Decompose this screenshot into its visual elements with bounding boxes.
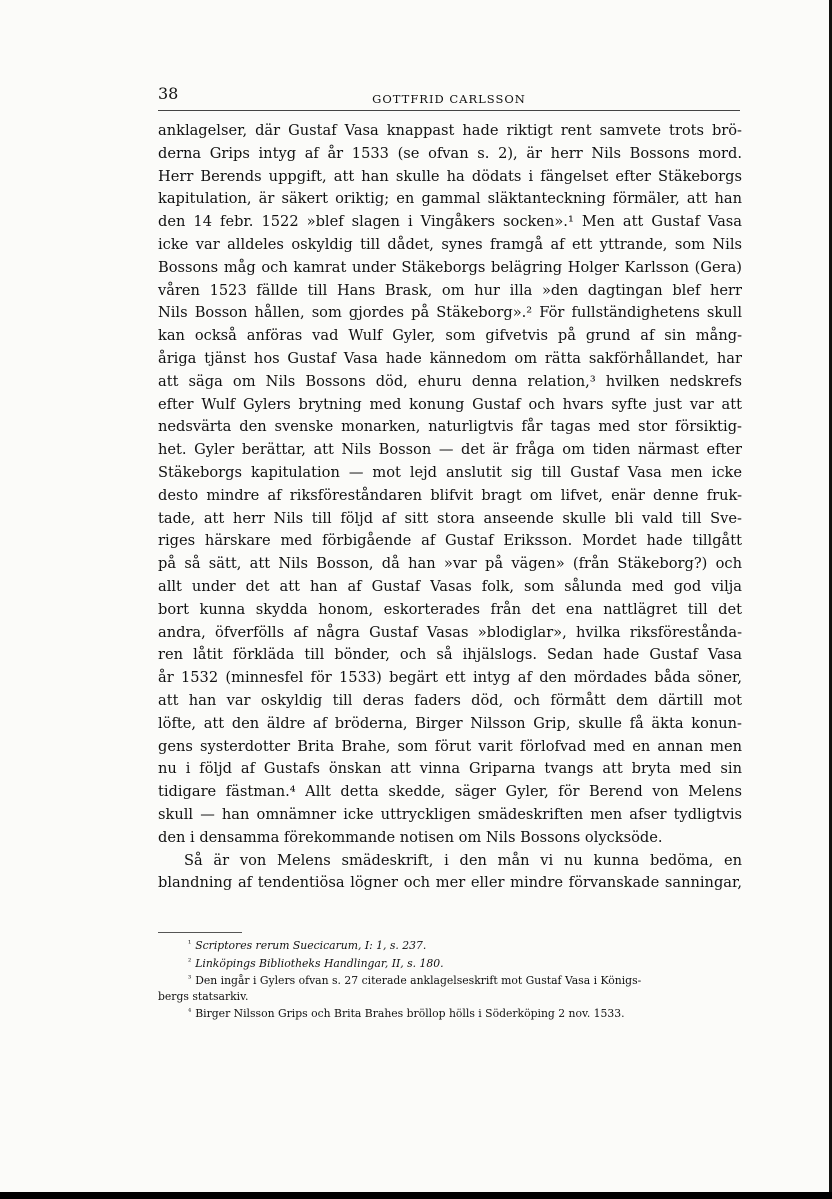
text-line: het. Gyler berättar, att Nils Bosson — det är fråga om tiden närmast efter <box>158 441 742 459</box>
footnote-text: Linköpings Bibliotheks Handlingar, II, s. 180. <box>195 956 444 970</box>
text-line: nu i följd af Gustafs önskan att vinna Griparna tvangs att bryta med sin <box>158 760 742 778</box>
text-line: blandning af tendentiösa lögner och mer eller mindre förvanskade sanningar, <box>158 874 742 892</box>
text-line: andra, öfverfölls af några Gustaf Vasas »blodiglar», hvilka riksförestånda- <box>158 623 742 641</box>
text-line: på så sätt, att Nils Bosson, då han »var på vägen» (från Stäkeborg?) och <box>158 555 742 573</box>
text-line: efter Wulf Gylers brytning med konung Gustaf och hvars syfte just var att <box>158 395 742 413</box>
footnote-2 <box>158 954 742 972</box>
page-number: 38 <box>158 84 179 103</box>
footnote-mark: ¹ <box>188 939 192 948</box>
footnote-text: Birger Nilsson Grips och Brita Brahes bröllop hölls i Söderköping 2 nov. 1533. <box>195 1007 625 1021</box>
text-line: år 1532 (minnesfel för 1533) begärt ett intyg af den mördades båda söner, <box>158 669 742 687</box>
text-line: bort kunna skydda honom, eskorterades från det ena nattlägret till det <box>158 600 742 618</box>
text-line: Herr Berends uppgift, att han skulle ha dödats i fängelset efter Stäkeborgs <box>158 167 742 185</box>
footnote-3-continued: bergs statsarkiv. <box>158 989 249 1003</box>
footnote-mark: ³ <box>188 974 192 984</box>
footnote-mark: ⁴ <box>188 1007 192 1017</box>
text-line: anklagelser, där Gustaf Vasa knappast hade riktigt rent samvete trots brö- <box>158 122 742 139</box>
text-line: Stäkeborgs kapitulation — mot lejd anslutit sig till Gustaf Vasa men icke <box>158 463 742 481</box>
text-line: nedsvärta den svenske monarken, naturligtvis får tagas med stor försiktig- <box>158 418 742 436</box>
footnote-text: Scriptores rerum Suecicarum, I: 1, s. 237. <box>195 939 427 952</box>
text-line: kapitulation, är säkert oriktig; en gammal släktanteckning förmäler, att han <box>158 190 742 208</box>
text-line: att han var oskyldig till deras faders död, och förmått dem därtill mot <box>158 691 742 709</box>
text-line: kan också anföras vad Wulf Gyler, som gifvetvis på grund af sin mång- <box>158 327 742 345</box>
text-line: våren 1523 fällde till Hans Brask, om hur illa »den dagtingan blef herr <box>158 281 742 299</box>
footnote-mark: ² <box>188 956 192 966</box>
text-line: tidigare fästman.⁴ Allt detta skedde, säger Gyler, för Berend von Melens <box>158 783 742 801</box>
footnote-text: Den ingår i Gylers ofvan s. 27 citerade anklagelseskrift mot Gustaf Vasa i Königs- <box>195 974 642 988</box>
text-line: tade, att herr Nils till följd af sitt stora anseende skulle bli vald till Sve- <box>158 509 742 527</box>
scan-edge-bottom <box>0 1192 832 1199</box>
text-line: den 14 febr. 1522 »blef slagen i Vingåkers socken».¹ Men att Gustaf Vasa <box>158 213 742 231</box>
text-line: icke var alldeles oskyldig till dådet, synes framgå af ett yttrande, som Nils <box>158 235 742 253</box>
running-head-author: GOTTFRID CARLSSON <box>372 92 526 106</box>
text-line: skull — han omnämner icke uttryckligen smädeskriften men afser tydligtvis <box>158 805 742 823</box>
body-text <box>158 120 742 895</box>
text-line: derna Grips intyg af år 1533 (se ofvan s. 2), är herr Nils Bossons mord. <box>158 144 742 162</box>
text-line: allt under det att han af Gustaf Vasas folk, som sålunda med god vilja <box>158 577 742 595</box>
text-line: att säga om Nils Bossons död, ehuru denna relation,³ hvilken nedskrefs <box>158 372 742 390</box>
footnote-rule <box>158 932 242 933</box>
text-line: ren låtit förkläda till bönder, och så ihjälslogs. Sedan hade Gustaf Vasa <box>158 646 742 664</box>
text-line: desto mindre af riksföreståndaren blifvit bragt om lifvet, enär denne fruk- <box>158 486 742 504</box>
text-line: Bossons måg och kamrat under Stäkeborgs belägring Holger Karlsson (Gera) <box>158 258 742 276</box>
footnote-4 <box>158 1004 742 1022</box>
running-head <box>158 84 740 111</box>
text-line: den i densamma förekommande notisen om Nils Bossons olycksöde. <box>158 828 663 846</box>
text-line: löfte, att den äldre af bröderna, Birger Nilsson Grip, skulle få äkta konun- <box>158 714 742 732</box>
text-line: åriga tjänst hos Gustaf Vasa hade kännedom om rätta sakförhållandet, har <box>158 349 742 367</box>
text-line: Nils Bosson hållen, som gjordes på Stäkeborg».² För fullständighetens skull <box>158 304 742 322</box>
footnote-3 <box>158 971 742 989</box>
text-line: gens systerdotter Brita Brahe, som förut varit förlofvad med en annan men <box>158 737 742 755</box>
text-line: riges härskare med förbigående af Gustaf Eriksson. Mordet hade tillgått <box>158 532 742 550</box>
text-line: Så är von Melens smädeskrift, i den mån vi nu kunna bedöma, en <box>184 851 742 869</box>
footnote-1 <box>158 936 742 954</box>
